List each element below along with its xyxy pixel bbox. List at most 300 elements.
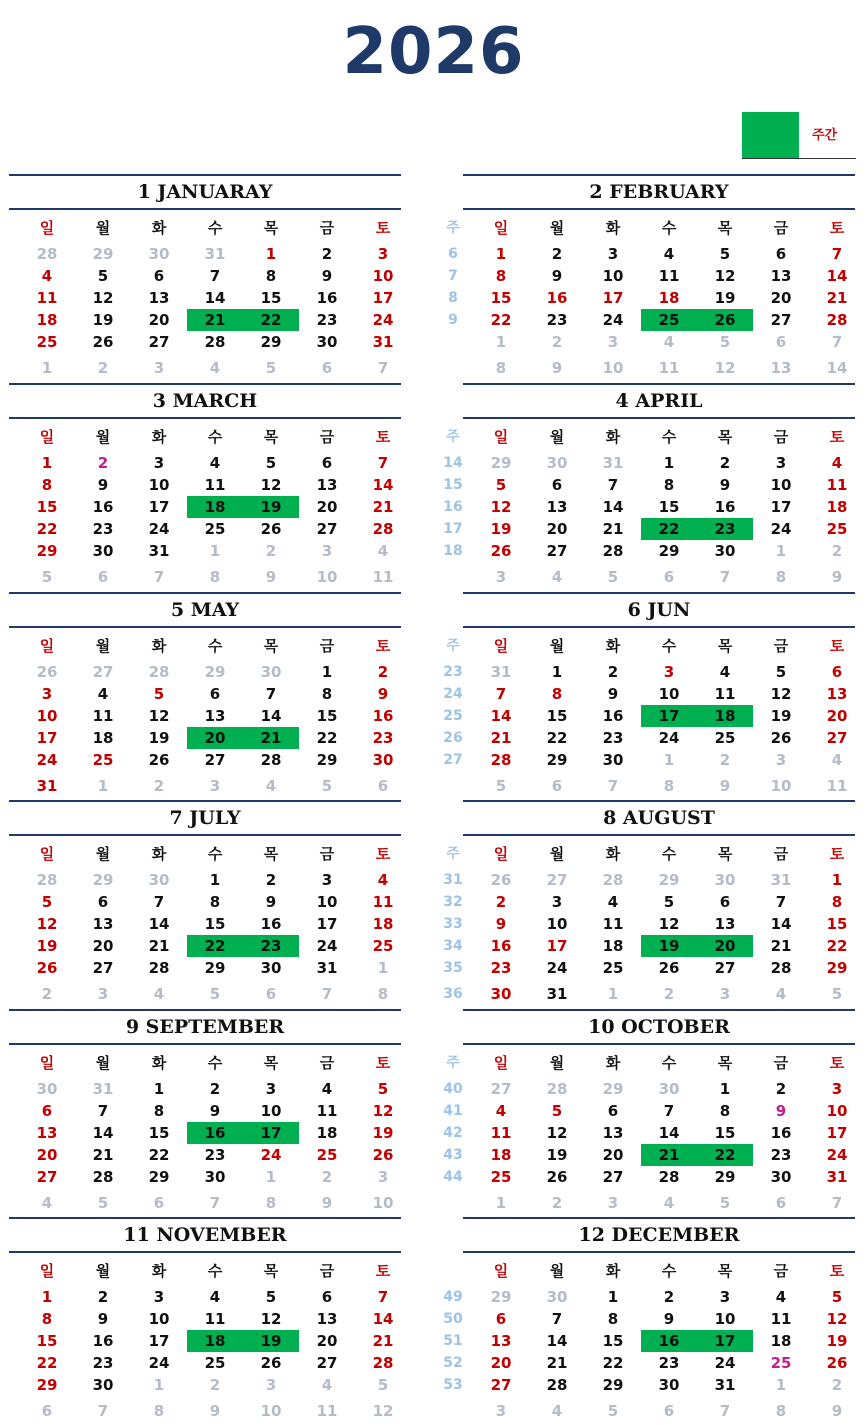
day-cell[interactable]: 2 bbox=[775, 1080, 787, 1098]
day-cell[interactable]: 17 bbox=[658, 707, 680, 725]
day-cell[interactable]: 10 bbox=[546, 915, 568, 933]
day-cell[interactable]: 31 bbox=[92, 1080, 114, 1098]
day-cell[interactable]: 10 bbox=[770, 777, 792, 795]
day-cell[interactable]: 13 bbox=[316, 476, 338, 494]
day-cell[interactable]: 30 bbox=[714, 871, 736, 889]
day-cell[interactable]: 10 bbox=[316, 893, 338, 911]
day-cell[interactable]: 28 bbox=[490, 751, 512, 769]
day-cell[interactable]: 30 bbox=[602, 751, 624, 769]
day-cell[interactable]: 11 bbox=[658, 359, 680, 377]
day-cell[interactable]: 27 bbox=[148, 333, 170, 351]
day-cell[interactable]: 4 bbox=[719, 663, 731, 681]
day-cell[interactable]: 23 bbox=[260, 937, 282, 955]
day-cell[interactable]: 16 bbox=[372, 707, 394, 725]
day-cell[interactable]: 10 bbox=[658, 685, 680, 703]
day-cell[interactable]: 25 bbox=[92, 751, 114, 769]
day-cell[interactable]: 28 bbox=[826, 311, 848, 329]
day-cell[interactable]: 2 bbox=[97, 359, 109, 377]
day-cell[interactable]: 3 bbox=[153, 359, 165, 377]
day-cell[interactable]: 27 bbox=[204, 751, 226, 769]
day-cell[interactable]: 11 bbox=[658, 267, 680, 285]
day-cell[interactable]: 25 bbox=[204, 1354, 226, 1372]
day-cell[interactable]: 10 bbox=[36, 707, 58, 725]
day-cell[interactable]: 5 bbox=[377, 1080, 389, 1098]
day-cell[interactable]: 20 bbox=[36, 1146, 58, 1164]
day-cell[interactable]: 28 bbox=[602, 542, 624, 560]
day-cell[interactable]: 7 bbox=[551, 1310, 563, 1328]
day-cell[interactable]: 17 bbox=[148, 1332, 170, 1350]
day-cell[interactable]: 26 bbox=[546, 1168, 568, 1186]
day-cell[interactable]: 31 bbox=[204, 245, 226, 263]
day-cell[interactable]: 3 bbox=[41, 685, 53, 703]
day-cell[interactable]: 6 bbox=[209, 685, 221, 703]
day-cell[interactable]: 10 bbox=[770, 476, 792, 494]
day-cell[interactable]: 19 bbox=[658, 937, 680, 955]
day-cell[interactable]: 27 bbox=[316, 1354, 338, 1372]
day-cell[interactable]: 4 bbox=[209, 359, 221, 377]
day-cell[interactable]: 26 bbox=[92, 333, 114, 351]
day-cell[interactable]: 3 bbox=[775, 454, 787, 472]
day-cell[interactable]: 15 bbox=[316, 707, 338, 725]
day-cell[interactable]: 4 bbox=[607, 893, 619, 911]
day-cell[interactable]: 4 bbox=[153, 985, 165, 1003]
day-cell[interactable]: 18 bbox=[770, 1332, 792, 1350]
day-cell[interactable]: 6 bbox=[153, 267, 165, 285]
day-cell[interactable]: 11 bbox=[372, 568, 394, 586]
day-cell[interactable]: 27 bbox=[546, 542, 568, 560]
day-cell[interactable]: 26 bbox=[490, 542, 512, 560]
day-cell[interactable]: 5 bbox=[495, 777, 507, 795]
day-cell[interactable]: 10 bbox=[602, 359, 624, 377]
day-cell[interactable]: 20 bbox=[826, 707, 848, 725]
day-cell[interactable]: 12 bbox=[148, 707, 170, 725]
day-cell[interactable]: 22 bbox=[490, 311, 512, 329]
day-cell[interactable]: 8 bbox=[831, 893, 843, 911]
day-cell[interactable]: 21 bbox=[546, 1354, 568, 1372]
day-cell[interactable]: 2 bbox=[265, 542, 277, 560]
day-cell[interactable]: 15 bbox=[490, 289, 512, 307]
day-cell[interactable]: 9 bbox=[663, 1310, 675, 1328]
day-cell[interactable]: 25 bbox=[372, 937, 394, 955]
day-cell[interactable]: 14 bbox=[602, 498, 624, 516]
day-cell[interactable]: 29 bbox=[546, 751, 568, 769]
day-cell[interactable]: 10 bbox=[316, 568, 338, 586]
day-cell[interactable]: 18 bbox=[36, 311, 58, 329]
day-cell[interactable]: 9 bbox=[265, 893, 277, 911]
day-cell[interactable]: 8 bbox=[265, 267, 277, 285]
day-cell[interactable]: 15 bbox=[36, 1332, 58, 1350]
day-cell[interactable]: 2 bbox=[321, 245, 333, 263]
day-cell[interactable]: 29 bbox=[602, 1376, 624, 1394]
day-cell[interactable]: 2 bbox=[551, 1194, 563, 1212]
day-cell[interactable]: 14 bbox=[546, 1332, 568, 1350]
day-cell[interactable]: 17 bbox=[602, 289, 624, 307]
day-cell[interactable]: 14 bbox=[92, 1124, 114, 1142]
day-cell[interactable]: 26 bbox=[714, 311, 736, 329]
day-cell[interactable]: 1 bbox=[551, 663, 563, 681]
day-cell[interactable]: 17 bbox=[372, 289, 394, 307]
day-cell[interactable]: 5 bbox=[265, 454, 277, 472]
day-cell[interactable]: 12 bbox=[490, 498, 512, 516]
day-cell[interactable]: 27 bbox=[546, 871, 568, 889]
day-cell[interactable]: 22 bbox=[204, 937, 226, 955]
day-cell[interactable]: 30 bbox=[658, 1080, 680, 1098]
day-cell[interactable]: 11 bbox=[316, 1102, 338, 1120]
day-cell[interactable]: 14 bbox=[204, 289, 226, 307]
day-cell[interactable]: 24 bbox=[714, 1354, 736, 1372]
day-cell[interactable]: 7 bbox=[831, 1194, 843, 1212]
day-cell[interactable]: 28 bbox=[770, 959, 792, 977]
day-cell[interactable]: 19 bbox=[260, 1332, 282, 1350]
day-cell[interactable]: 25 bbox=[826, 520, 848, 538]
day-cell[interactable]: 19 bbox=[260, 498, 282, 516]
day-cell[interactable]: 5 bbox=[41, 893, 53, 911]
day-cell[interactable]: 28 bbox=[92, 1168, 114, 1186]
day-cell[interactable]: 4 bbox=[321, 1376, 333, 1394]
day-cell[interactable]: 8 bbox=[663, 777, 675, 795]
day-cell[interactable]: 13 bbox=[714, 915, 736, 933]
day-cell[interactable]: 21 bbox=[826, 289, 848, 307]
day-cell[interactable]: 11 bbox=[490, 1124, 512, 1142]
day-cell[interactable]: 14 bbox=[372, 476, 394, 494]
day-cell[interactable]: 12 bbox=[260, 1310, 282, 1328]
day-cell[interactable]: 29 bbox=[36, 1376, 58, 1394]
day-cell[interactable]: 16 bbox=[602, 707, 624, 725]
day-cell[interactable]: 29 bbox=[36, 542, 58, 560]
day-cell[interactable]: 3 bbox=[153, 1288, 165, 1306]
day-cell[interactable]: 28 bbox=[546, 1376, 568, 1394]
day-cell[interactable]: 1 bbox=[831, 871, 843, 889]
day-cell[interactable]: 14 bbox=[658, 1124, 680, 1142]
day-cell[interactable]: 13 bbox=[490, 1332, 512, 1350]
day-cell[interactable]: 24 bbox=[260, 1146, 282, 1164]
day-cell[interactable]: 23 bbox=[316, 311, 338, 329]
day-cell[interactable]: 8 bbox=[495, 359, 507, 377]
day-cell[interactable]: 1 bbox=[495, 245, 507, 263]
day-cell[interactable]: 12 bbox=[372, 1402, 394, 1420]
day-cell[interactable]: 12 bbox=[36, 915, 58, 933]
day-cell[interactable]: 13 bbox=[36, 1124, 58, 1142]
day-cell[interactable]: 4 bbox=[775, 1288, 787, 1306]
day-cell[interactable]: 25 bbox=[490, 1168, 512, 1186]
day-cell[interactable]: 19 bbox=[826, 1332, 848, 1350]
day-cell[interactable]: 28 bbox=[658, 1168, 680, 1186]
day-cell[interactable]: 4 bbox=[209, 1288, 221, 1306]
day-cell[interactable]: 7 bbox=[719, 1402, 731, 1420]
day-cell[interactable]: 4 bbox=[663, 245, 675, 263]
day-cell[interactable]: 9 bbox=[321, 1194, 333, 1212]
day-cell[interactable]: 30 bbox=[92, 1376, 114, 1394]
day-cell[interactable]: 20 bbox=[714, 937, 736, 955]
day-cell[interactable]: 25 bbox=[602, 959, 624, 977]
day-cell[interactable]: 11 bbox=[372, 893, 394, 911]
day-cell[interactable]: 18 bbox=[372, 915, 394, 933]
day-cell[interactable]: 3 bbox=[377, 245, 389, 263]
day-cell[interactable]: 18 bbox=[658, 289, 680, 307]
day-cell[interactable]: 23 bbox=[92, 1354, 114, 1372]
day-cell[interactable]: 23 bbox=[92, 520, 114, 538]
day-cell[interactable]: 5 bbox=[377, 1376, 389, 1394]
day-cell[interactable]: 2 bbox=[719, 454, 731, 472]
day-cell[interactable]: 27 bbox=[490, 1080, 512, 1098]
day-cell[interactable]: 6 bbox=[663, 1402, 675, 1420]
day-cell[interactable]: 30 bbox=[204, 1168, 226, 1186]
day-cell[interactable]: 26 bbox=[148, 751, 170, 769]
day-cell[interactable]: 18 bbox=[602, 937, 624, 955]
day-cell[interactable]: 29 bbox=[826, 959, 848, 977]
day-cell[interactable]: 29 bbox=[714, 1168, 736, 1186]
day-cell[interactable]: 24 bbox=[602, 311, 624, 329]
day-cell[interactable]: 10 bbox=[260, 1102, 282, 1120]
day-cell[interactable]: 8 bbox=[663, 476, 675, 494]
day-cell[interactable]: 1 bbox=[495, 1194, 507, 1212]
day-cell[interactable]: 29 bbox=[602, 1080, 624, 1098]
day-cell[interactable]: 10 bbox=[714, 1310, 736, 1328]
day-cell[interactable]: 26 bbox=[826, 1354, 848, 1372]
day-cell[interactable]: 3 bbox=[607, 1194, 619, 1212]
day-cell[interactable]: 24 bbox=[36, 751, 58, 769]
day-cell[interactable]: 17 bbox=[260, 1124, 282, 1142]
day-cell[interactable]: 16 bbox=[714, 498, 736, 516]
day-cell[interactable]: 2 bbox=[831, 542, 843, 560]
day-cell[interactable]: 1 bbox=[377, 959, 389, 977]
day-cell[interactable]: 9 bbox=[831, 568, 843, 586]
day-cell[interactable]: 3 bbox=[831, 1080, 843, 1098]
day-cell[interactable]: 5 bbox=[831, 1288, 843, 1306]
day-cell[interactable]: 29 bbox=[204, 663, 226, 681]
day-cell[interactable]: 27 bbox=[770, 311, 792, 329]
day-cell[interactable]: 1 bbox=[321, 663, 333, 681]
day-cell[interactable]: 7 bbox=[209, 1194, 221, 1212]
day-cell[interactable]: 4 bbox=[495, 1102, 507, 1120]
day-cell[interactable]: 15 bbox=[658, 498, 680, 516]
day-cell[interactable]: 29 bbox=[658, 871, 680, 889]
day-cell[interactable]: 8 bbox=[153, 1102, 165, 1120]
day-cell[interactable]: 12 bbox=[546, 1124, 568, 1142]
day-cell[interactable]: 5 bbox=[719, 333, 731, 351]
day-cell[interactable]: 6 bbox=[719, 893, 731, 911]
day-cell[interactable]: 22 bbox=[36, 520, 58, 538]
day-cell[interactable]: 15 bbox=[602, 1332, 624, 1350]
day-cell[interactable]: 5 bbox=[495, 476, 507, 494]
day-cell[interactable]: 6 bbox=[775, 1194, 787, 1212]
day-cell[interactable]: 29 bbox=[92, 871, 114, 889]
day-cell[interactable]: 19 bbox=[36, 937, 58, 955]
day-cell[interactable]: 29 bbox=[148, 1168, 170, 1186]
day-cell[interactable]: 6 bbox=[265, 985, 277, 1003]
day-cell[interactable]: 10 bbox=[826, 1102, 848, 1120]
day-cell[interactable]: 9 bbox=[719, 777, 731, 795]
day-cell[interactable]: 21 bbox=[372, 1332, 394, 1350]
day-cell[interactable]: 30 bbox=[260, 959, 282, 977]
day-cell[interactable]: 2 bbox=[551, 245, 563, 263]
day-cell[interactable]: 1 bbox=[209, 542, 221, 560]
day-cell[interactable]: 22 bbox=[826, 937, 848, 955]
day-cell[interactable]: 19 bbox=[148, 729, 170, 747]
day-cell[interactable]: 21 bbox=[770, 937, 792, 955]
day-cell[interactable]: 4 bbox=[551, 568, 563, 586]
day-cell[interactable]: 26 bbox=[260, 520, 282, 538]
day-cell[interactable]: 7 bbox=[719, 568, 731, 586]
day-cell[interactable]: 10 bbox=[372, 267, 394, 285]
day-cell[interactable]: 22 bbox=[316, 729, 338, 747]
day-cell[interactable]: 20 bbox=[490, 1354, 512, 1372]
day-cell[interactable]: 19 bbox=[546, 1146, 568, 1164]
day-cell[interactable]: 11 bbox=[714, 685, 736, 703]
day-cell[interactable]: 30 bbox=[658, 1376, 680, 1394]
day-cell[interactable]: 6 bbox=[97, 568, 109, 586]
day-cell[interactable]: 17 bbox=[316, 915, 338, 933]
day-cell[interactable]: 28 bbox=[36, 871, 58, 889]
day-cell[interactable]: 27 bbox=[602, 1168, 624, 1186]
day-cell[interactable]: 13 bbox=[316, 1310, 338, 1328]
day-cell[interactable]: 3 bbox=[495, 1402, 507, 1420]
day-cell[interactable]: 29 bbox=[260, 333, 282, 351]
day-cell[interactable]: 5 bbox=[607, 568, 619, 586]
day-cell[interactable]: 26 bbox=[658, 959, 680, 977]
day-cell[interactable]: 3 bbox=[377, 1168, 389, 1186]
day-cell[interactable]: 3 bbox=[719, 1288, 731, 1306]
day-cell[interactable]: 31 bbox=[372, 333, 394, 351]
day-cell[interactable]: 6 bbox=[831, 663, 843, 681]
day-cell[interactable]: 29 bbox=[92, 245, 114, 263]
day-cell[interactable]: 8 bbox=[607, 1310, 619, 1328]
day-cell[interactable]: 8 bbox=[321, 685, 333, 703]
day-cell[interactable]: 31 bbox=[546, 985, 568, 1003]
day-cell[interactable]: 9 bbox=[551, 267, 563, 285]
day-cell[interactable]: 28 bbox=[204, 333, 226, 351]
day-cell[interactable]: 30 bbox=[260, 663, 282, 681]
day-cell[interactable]: 19 bbox=[714, 289, 736, 307]
day-cell[interactable]: 9 bbox=[775, 1102, 787, 1120]
day-cell[interactable]: 26 bbox=[770, 729, 792, 747]
day-cell[interactable]: 20 bbox=[770, 289, 792, 307]
day-cell[interactable]: 16 bbox=[316, 289, 338, 307]
day-cell[interactable]: 26 bbox=[490, 871, 512, 889]
day-cell[interactable]: 14 bbox=[490, 707, 512, 725]
day-cell[interactable]: 3 bbox=[209, 777, 221, 795]
day-cell[interactable]: 30 bbox=[92, 542, 114, 560]
day-cell[interactable]: 24 bbox=[372, 311, 394, 329]
day-cell[interactable]: 30 bbox=[148, 871, 170, 889]
day-cell[interactable]: 12 bbox=[658, 915, 680, 933]
day-cell[interactable]: 24 bbox=[148, 1354, 170, 1372]
day-cell[interactable]: 2 bbox=[377, 663, 389, 681]
day-cell[interactable]: 1 bbox=[153, 1080, 165, 1098]
day-cell[interactable]: 7 bbox=[607, 777, 619, 795]
day-cell[interactable]: 18 bbox=[92, 729, 114, 747]
day-cell[interactable]: 2 bbox=[321, 1168, 333, 1186]
day-cell[interactable]: 3 bbox=[607, 333, 619, 351]
day-cell[interactable]: 11 bbox=[204, 1310, 226, 1328]
day-cell[interactable]: 5 bbox=[41, 568, 53, 586]
day-cell[interactable]: 1 bbox=[41, 359, 53, 377]
day-cell[interactable]: 13 bbox=[204, 707, 226, 725]
day-cell[interactable]: 21 bbox=[92, 1146, 114, 1164]
day-cell[interactable]: 28 bbox=[372, 520, 394, 538]
day-cell[interactable]: 29 bbox=[204, 959, 226, 977]
day-cell[interactable]: 8 bbox=[551, 685, 563, 703]
day-cell[interactable]: 9 bbox=[607, 685, 619, 703]
day-cell[interactable]: 15 bbox=[714, 1124, 736, 1142]
day-cell[interactable]: 6 bbox=[551, 476, 563, 494]
day-cell[interactable]: 4 bbox=[377, 871, 389, 889]
day-cell[interactable]: 22 bbox=[714, 1146, 736, 1164]
day-cell[interactable]: 9 bbox=[97, 476, 109, 494]
day-cell[interactable]: 4 bbox=[775, 985, 787, 1003]
day-cell[interactable]: 18 bbox=[204, 1332, 226, 1350]
day-cell[interactable]: 9 bbox=[495, 915, 507, 933]
day-cell[interactable]: 1 bbox=[41, 1288, 53, 1306]
day-cell[interactable]: 2 bbox=[607, 663, 619, 681]
day-cell[interactable]: 25 bbox=[316, 1146, 338, 1164]
day-cell[interactable]: 29 bbox=[490, 1288, 512, 1306]
day-cell[interactable]: 28 bbox=[260, 751, 282, 769]
day-cell[interactable]: 27 bbox=[714, 959, 736, 977]
day-cell[interactable]: 9 bbox=[719, 476, 731, 494]
day-cell[interactable]: 16 bbox=[204, 1124, 226, 1142]
day-cell[interactable]: 11 bbox=[770, 1310, 792, 1328]
day-cell[interactable]: 13 bbox=[92, 915, 114, 933]
day-cell[interactable]: 2 bbox=[265, 871, 277, 889]
day-cell[interactable]: 5 bbox=[209, 985, 221, 1003]
day-cell[interactable]: 27 bbox=[36, 1168, 58, 1186]
day-cell[interactable]: 25 bbox=[714, 729, 736, 747]
day-cell[interactable]: 31 bbox=[602, 454, 624, 472]
day-cell[interactable]: 28 bbox=[372, 1354, 394, 1372]
day-cell[interactable]: 31 bbox=[316, 959, 338, 977]
day-cell[interactable]: 16 bbox=[770, 1124, 792, 1142]
day-cell[interactable]: 18 bbox=[490, 1146, 512, 1164]
day-cell[interactable]: 1 bbox=[775, 1376, 787, 1394]
day-cell[interactable]: 2 bbox=[41, 985, 53, 1003]
day-cell[interactable]: 14 bbox=[770, 915, 792, 933]
day-cell[interactable]: 3 bbox=[321, 542, 333, 560]
day-cell[interactable]: 3 bbox=[663, 663, 675, 681]
day-cell[interactable]: 22 bbox=[148, 1146, 170, 1164]
day-cell[interactable]: 7 bbox=[495, 685, 507, 703]
day-cell[interactable]: 17 bbox=[36, 729, 58, 747]
day-cell[interactable]: 5 bbox=[775, 663, 787, 681]
day-cell[interactable]: 5 bbox=[265, 1288, 277, 1306]
day-cell[interactable]: 8 bbox=[495, 267, 507, 285]
day-cell[interactable]: 3 bbox=[321, 871, 333, 889]
day-cell[interactable]: 9 bbox=[265, 568, 277, 586]
day-cell[interactable]: 24 bbox=[770, 520, 792, 538]
day-cell[interactable]: 3 bbox=[719, 985, 731, 1003]
day-cell[interactable]: 6 bbox=[153, 1194, 165, 1212]
day-cell[interactable]: 8 bbox=[719, 1102, 731, 1120]
day-cell[interactable]: 15 bbox=[826, 915, 848, 933]
day-cell[interactable]: 5 bbox=[831, 985, 843, 1003]
day-cell[interactable]: 25 bbox=[36, 333, 58, 351]
day-cell[interactable]: 12 bbox=[714, 267, 736, 285]
day-cell[interactable]: 8 bbox=[775, 568, 787, 586]
day-cell[interactable]: 6 bbox=[41, 1102, 53, 1120]
day-cell[interactable]: 23 bbox=[602, 729, 624, 747]
day-cell[interactable]: 7 bbox=[775, 893, 787, 911]
day-cell[interactable]: 1 bbox=[41, 454, 53, 472]
day-cell[interactable]: 1 bbox=[495, 333, 507, 351]
day-cell[interactable]: 29 bbox=[490, 454, 512, 472]
day-cell[interactable]: 15 bbox=[204, 915, 226, 933]
day-cell[interactable]: 8 bbox=[209, 893, 221, 911]
day-cell[interactable]: 4 bbox=[97, 685, 109, 703]
day-cell[interactable]: 10 bbox=[602, 267, 624, 285]
day-cell[interactable]: 11 bbox=[36, 289, 58, 307]
day-cell[interactable]: 2 bbox=[663, 985, 675, 1003]
day-cell[interactable]: 15 bbox=[546, 707, 568, 725]
